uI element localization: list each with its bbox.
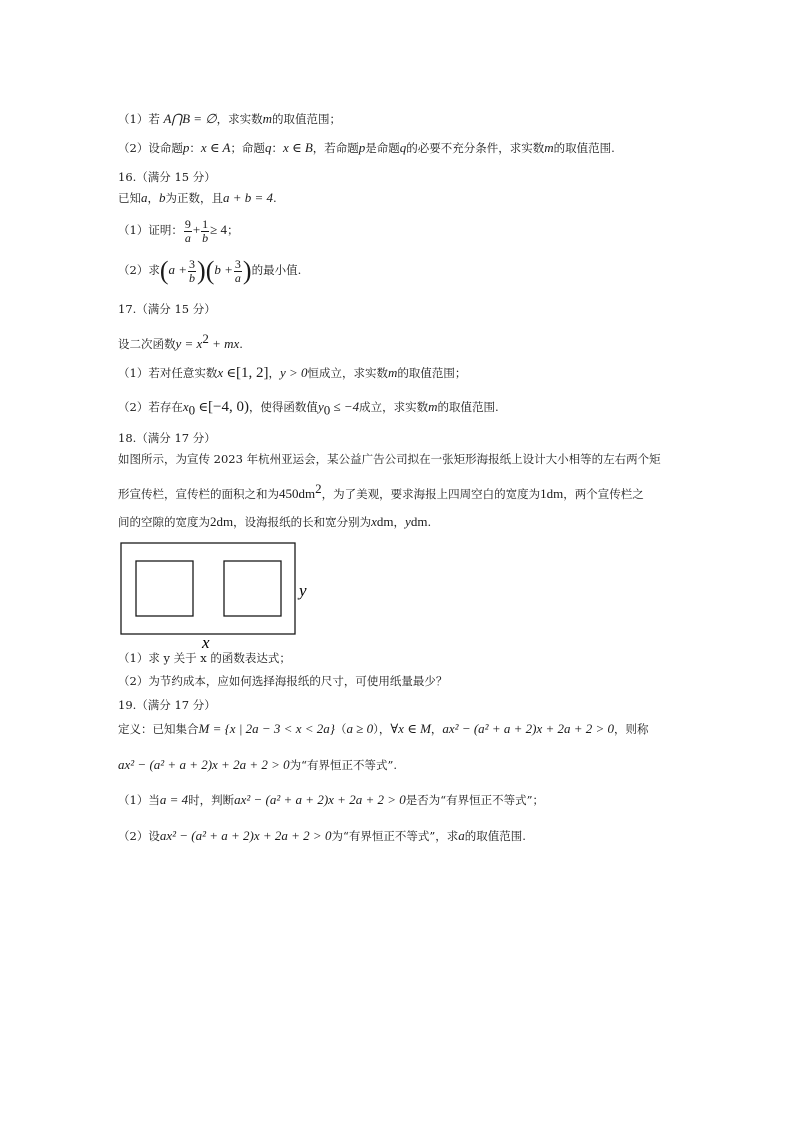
q16-frac-9-a: $\frac{9}{a}$ — [184, 216, 191, 245]
q17-part2: （2）若存在$x_0$ ∈[−4, 0)，使得函数值$y_0 \le -4$成立，求实数m的取值范围. — [118, 399, 499, 418]
q19-definition: 定义：已知集合M = {x | 2a − 3 < x < 2a}（a ≥ 0），∀x ∈ M，ax² − (a² + a + 2)x + 2a + 2 > 0，则称 — [118, 721, 649, 736]
q16-frac-3-b: $\frac{3}{b}$ — [189, 256, 196, 285]
right-panel — [224, 561, 281, 616]
q15-part2: （2）设命题p：x ∈ A；命题q：x ∈ B，若命题p是命题q的必要不充分条件，求实数m的取值范围. — [118, 140, 615, 155]
q15-p1-math: A⋂B = ∅ — [163, 111, 217, 126]
q18-header: 18.（满分 17 分） — [118, 431, 216, 445]
q18-line1: 如图所示，为宣传 2023 年杭州亚运会，某公益广告公司拟在一张矩形海报纸上设计大小相等的左右两个矩 — [118, 452, 661, 466]
q19-part2: （2）设ax² − (a² + a + 2)x + 2a + 2 > 0为“有界恒正不等式”，求a的取值范围. — [118, 828, 526, 843]
q16-part1: （1）证明： $\frac{9}{a}$ + $\frac{1}{b}$ ≥ 4； — [118, 216, 239, 245]
q16-frac-3-a: $\frac{3}{a}$ — [234, 256, 241, 285]
q19-header: 19.（满分 17 分） — [118, 698, 216, 712]
q16-frac-1-b: $\frac{1}{b}$ — [202, 216, 209, 245]
q19-definition-line2: ax² − (a² + a + 2)x + 2a + 2 > 0为“有界恒正不等式”. — [118, 757, 398, 772]
q17-part1: （1）若对任意实数x ∈[1, 2]，y > 0恒成立，求实数m的取值范围； — [118, 365, 467, 381]
figure-label-x: x — [202, 633, 210, 650]
q19-part1: （1）当a = 4时，判断ax² − (a² + a + 2)x + 2a + 2 > 0是否为“有界恒正不等式”； — [118, 792, 545, 807]
q18-part2: （2）为节约成本，应如何选择海报纸的尺寸，可使用纸量最少？ — [118, 674, 448, 688]
figure-label-y: y — [299, 581, 307, 600]
left-panel — [136, 561, 193, 616]
q18-part1: （1）求 y 关于 x 的函数表达式； — [118, 651, 291, 665]
q18-line2: 形宣传栏，宣传栏的面积之和为$450dm^2$，为了美观，要求海报上四周空白的宽度为1dm，两个宣传栏之 — [118, 481, 644, 501]
q16-given: 已知a，b为正数，且a + b = 4. — [118, 190, 277, 205]
poster-figure — [118, 540, 318, 650]
poster-outline — [121, 543, 295, 634]
q16-header: 16.（满分 15 分） — [118, 170, 216, 184]
q18-line3: 间的空隙的宽度为2dm，设海报纸的长和宽分别为xdm，ydm. — [118, 514, 432, 529]
q17-intro: 设二次函数$y = x^2$ + mx. — [118, 331, 243, 351]
q15-part1: （1）若 A⋂B = ∅，求实数m的取值范围； — [118, 111, 342, 126]
q17-header: 17.（满分 15 分） — [118, 302, 216, 316]
q16-part2: （2）求(a + $\frac{3}{b}$ )(b + $\frac{3}{a}$ )的最小值. — [118, 256, 302, 285]
